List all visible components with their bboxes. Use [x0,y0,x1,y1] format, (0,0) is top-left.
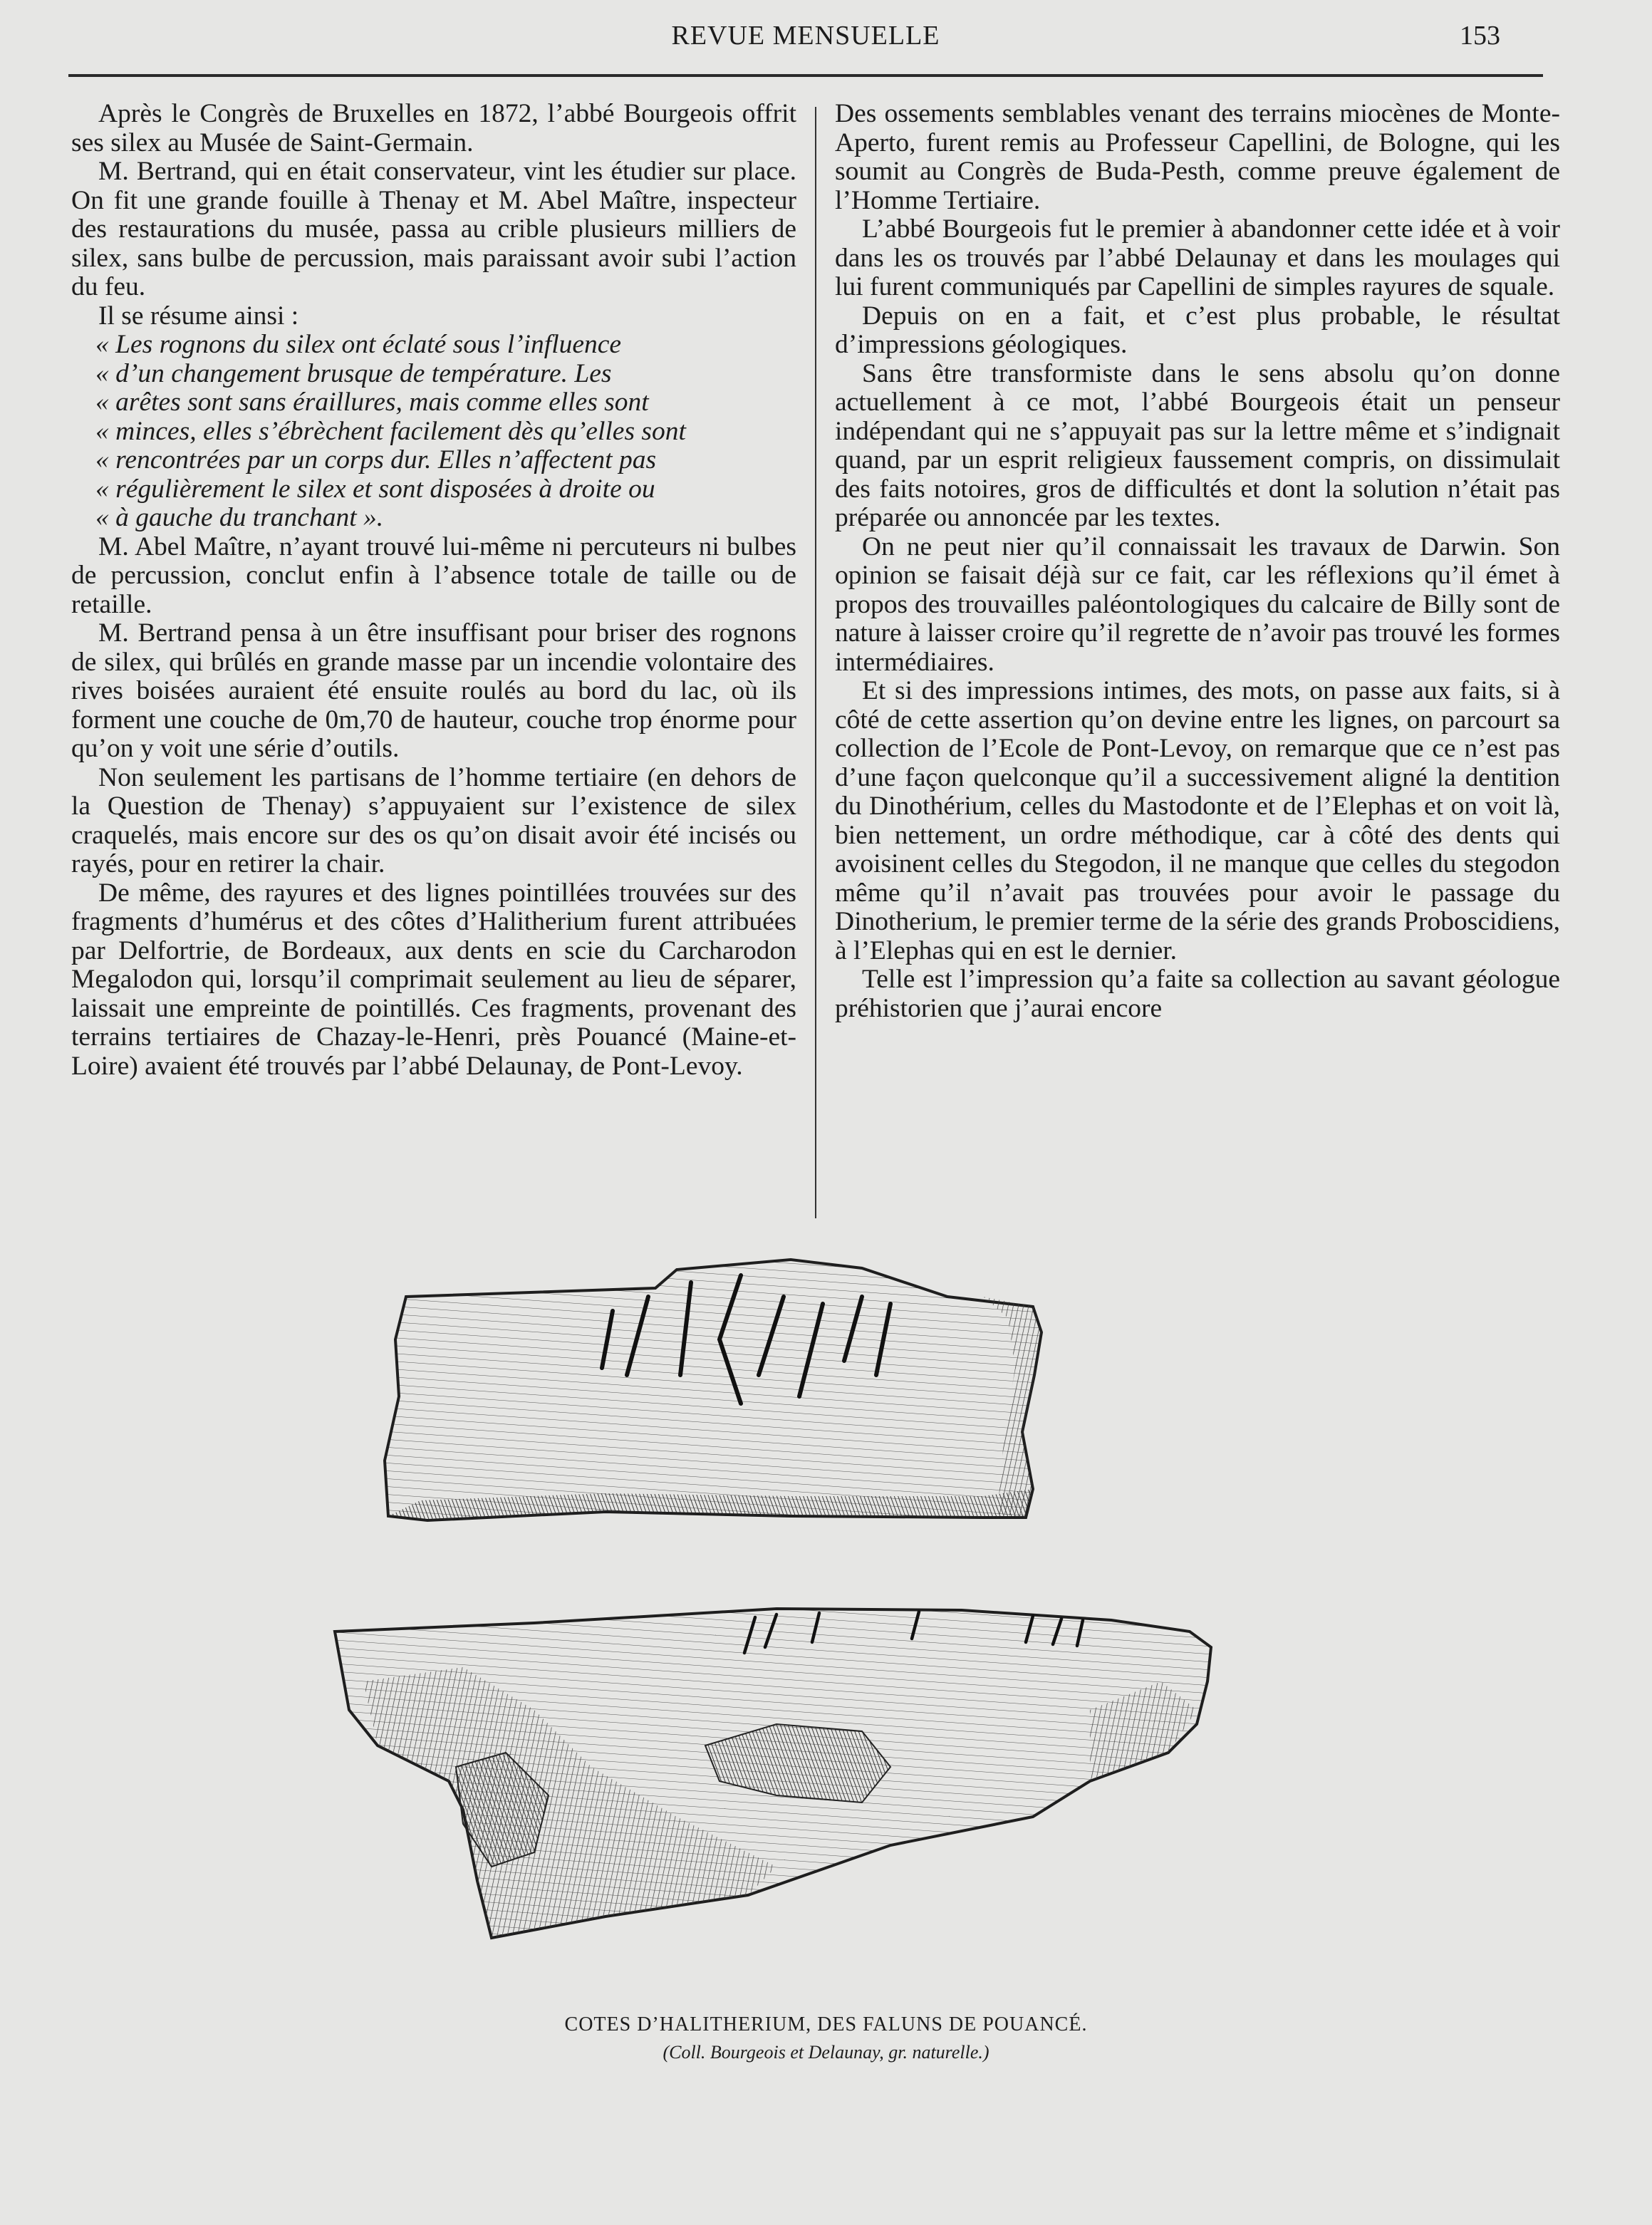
quote-line: « régulièrement le silex et sont disposées à droite ou [95,474,655,504]
paragraph: Il se résume ainsi : [98,301,299,331]
rib-fragments-engraving [321,1254,1304,1981]
paragraph: Telle est l’impression qu’a faite sa collection au savant géologue préhistorien que j’aurai encore [835,965,1560,1023]
figure-credit: (Coll. Bourgeois et Delaunay, gr. naturelle.) [663,2042,989,2063]
paragraph: Après le Congrès de Bruxelles en 1872, l’abbé Bourgeois offrit ses silex au Musée de Saint-Germain. [71,99,796,157]
left-column [71,100,796,1081]
quote-line: « minces, elles s’ébrèchent facilement dès qu’elles sont [95,416,686,446]
paragraph: Et si des impressions intimes, des mots, on passe aux faits, si à côté de cette assertion qu’on devine entre les lignes, on parcourt sa collection de l’Ecole de Pont-Levoy, on remarque que ce n’est pas d’une façon quelconque qu’il a successivement aligné la dentition du Dinothérium, celles du Mastodonte et de l’Elephas et on voit là, bien nettement, un ordre méthodique, car à côté des dents qui avoisinent celles du Stegodon, il ne manque que celles du stegodon même qu’il n’avait pas trouvées pour avoir le passage du Dinotherium, le premier terme de la série des grands Proboscidiens, à l’Elephas qui en est le dernier. [835,676,1560,965]
paragraph: M. Bertrand pensa à un être insuffisant pour briser des rognons de silex, qui brûlés en grande masse par un incendie volontaire des rives boisées auraient été ensuite roulés au bord du lac, où ils forment une couche de 0m,70 de hauteur, couche trop énorme pour qu’on y voit une série d’outils. [71,618,796,763]
journal-title: REVUE MENSUELLE [671,21,940,51]
page-number: 153 [1460,21,1500,51]
paragraph: Des ossements semblables venant des terrains miocènes de Monte-Aperto, furent remis au Professeur Capellini, de Bologne, qui les soumit au Congrès de Buda-Pesth, comme preuve également de l’Homme Tertiaire. [835,99,1560,215]
running-head [68,20,1543,63]
paragraph: M. Abel Maître, n’ayant trouvé lui-même ni percuteurs ni bulbes de percussion, conclut enfin à l’absence totale de taille ou de retaille. [71,531,796,619]
paragraph: Depuis on en a fait, et c’est plus probable, le résultat d’impressions géologiques. [835,301,1560,359]
paragraph: M. Bertrand, qui en était conservateur, vint les étudier sur place. On fit une grande fouille à Thenay et M. Abel Maître, inspecteur des restaurations du musée, passa au crible plusieurs milliers de silex, sans bulbe de percussion, mais paraissant avoir subi l’action du feu. [71,157,796,301]
quote-line: « arêtes sont sans éraillures, mais comme elles sont [95,388,649,417]
paragraph: Non seulement les partisans de l’homme tertiaire (en dehors de la Question de Thenay) s’appuyaient sur l’existence de silex craquelés, mais encore sur des os qu’on disait avoir été incisés ou rayés, pour en retirer la chair. [71,762,796,878]
paragraph: De même, des rayures et des lignes pointillées trouvées sur des fragments d’humérus et des côtes d’Halitherium furent attribuées par Delfortrie, de Bordeaux, aux dents en scie du Carcharodon Megalodon qui, lorsqu’il comprimait seulement au lieu de séparer, laissait une empreinte de pointillés. Ces fragments, provenant des terrains tertiaires de Chazay-le-Henri, près Pouancé (Maine-et-Loire) avaient été trouvés par l’abbé Delaunay, de Pont-Levoy. [71,878,796,1081]
quote-line: « d’un changement brusque de température. Les [95,358,612,388]
lower-rib-fragment [335,1609,1211,1938]
column-divider [815,107,816,1218]
paragraph: L’abbé Bourgeois fut le premier à abandonner cette idée et à voir dans les os trouvés par l’abbé Delaunay et dans les moulages qui lui furent communiqués par Capellini de simples rayures de squale. [835,214,1560,301]
upper-rib-fragment [385,1260,1041,1520]
paragraph: Sans être transformiste dans le sens absolu qu’on donne actuellement à ce mot, l’abbé Bourgeois était un penseur indépendant qui ne s’appuyait pas sur la lettre même et s’indignait quand, par un esprit religieux faussement compris, on dissimulait des faits notoires, gros de difficultés et dont la solution n’était pas préparée ou annoncée par les textes. [835,358,1560,532]
right-column [835,100,1560,1023]
quote-line: « Les rognons du silex ont éclaté sous l’influence [95,330,622,359]
figure-caption: COTES D’HALITHERIUM, DES FALUNS DE POUANCÉ. [564,2013,1088,2035]
quote-line: « rencontrées par un corps dur. Elles n’affectent pas [95,445,657,474]
engraving-illustration [321,1254,1304,1981]
quote-line: « à gauche du tranchant ». [95,503,384,532]
header-rule [68,74,1543,77]
paragraph: On ne peut nier qu’il connaissait les travaux de Darwin. Son opinion se faisait déjà sur ce fait, car les réflexions qu’il émet à propos des trouvailles paléontologiques du calcaire de Billy sont de nature à laisser croire qu’il regrette de n’avoir pas trouvé les formes intermédiaires. [835,531,1560,677]
